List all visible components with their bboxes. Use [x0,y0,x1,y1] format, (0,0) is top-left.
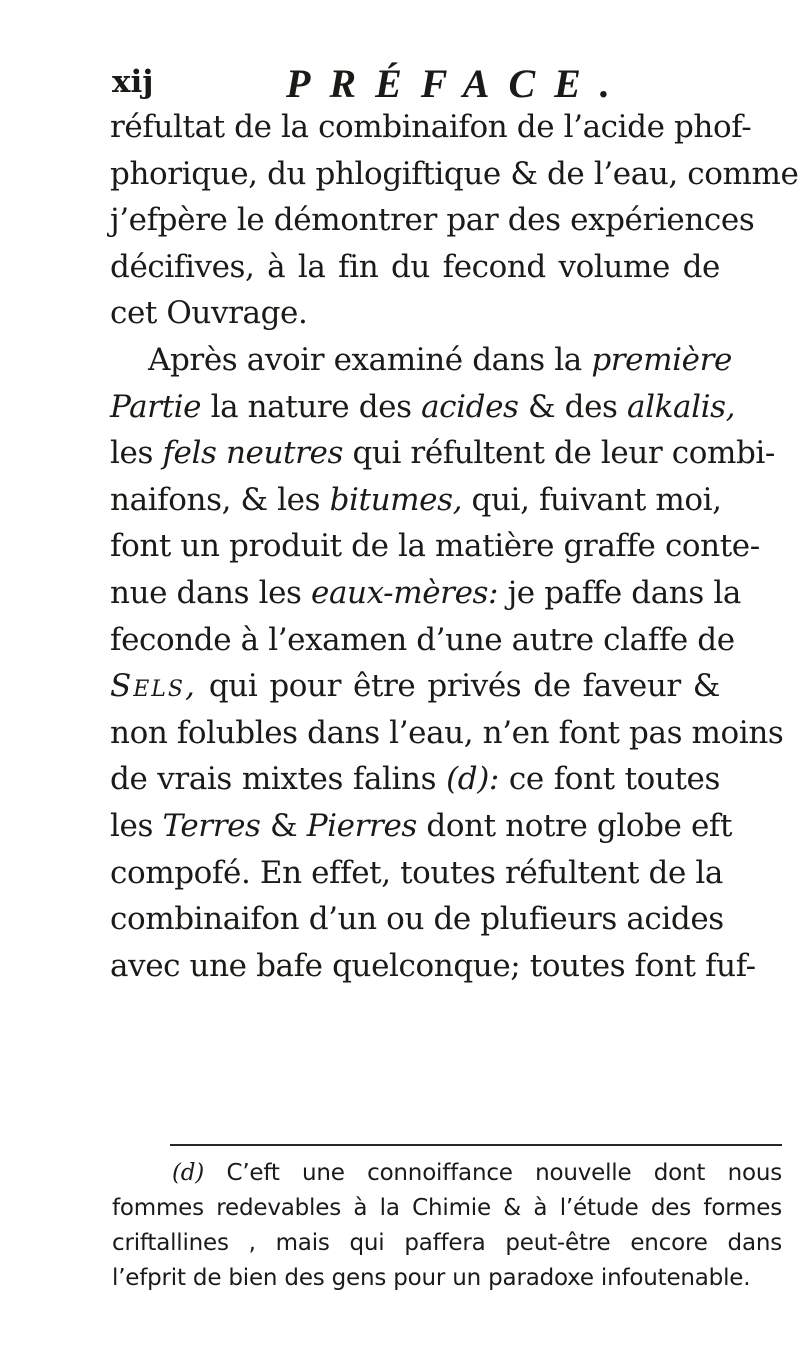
text-run: & des [528,388,618,425]
italic-run: eaux-mères: [311,574,499,611]
text-line [110,477,720,524]
text-run: de vrais mixtes falins [110,761,437,798]
footnote-line: fommes redevables à la Chimie & à l’étude des formes [112,1195,782,1221]
footnote-line: l’efprit de bien des gens pour un paradoxe infoutenable. [112,1265,751,1291]
text-run: les [110,807,153,844]
footnote-reference: (d): [446,761,499,798]
small-caps-run: Sels, [110,668,197,705]
text-run: & [270,807,298,844]
text-run: ce font toutes [508,761,720,798]
page-header [112,60,712,110]
text-run: nue dans les [110,574,302,611]
italic-run: Terres [162,807,261,844]
italic-run: alkalis, [627,388,736,425]
footnote-divider [170,1144,782,1146]
text-line [110,430,776,477]
text-line [110,384,736,431]
text-line: décifives, à la fin du fecond volume de [110,248,720,285]
text-line: réfultat de la combinaifon de l’acide phof- [110,109,752,145]
text-line: phorique, du phlogiftique & de l’eau, comme [110,155,799,192]
text-run: les [110,435,153,472]
text-line: cet Ouvrage. [110,295,308,332]
text-line: feconde à l’examen d’une autre claffe de [110,621,735,658]
main-text [110,104,799,989]
text-run: qui, fuivant moi, [471,481,722,518]
italic-run: Pierres [306,807,417,844]
text-run: Après avoir examiné dans la [148,341,582,378]
italic-run: première [591,341,732,378]
text-run: C’eft une connoiffance nouvelle dont nous [226,1160,782,1186]
text-line [110,570,741,617]
page-number: xij [112,64,154,100]
running-title: PRÉFACE. [286,61,629,106]
text-line: compofé. En effet, toutes réfultent de la [110,854,724,891]
italic-run: Partie [110,388,202,425]
text-run: qui réfultent de leur combi- [352,435,776,472]
italic-run: acides [421,388,519,425]
text-line: avec une bafe quelconque; toutes font fuf- [110,947,756,984]
footnote-line: criftallines , mais qui paffera peut-être encore dans [112,1230,782,1256]
italic-run: bitumes, [329,481,463,518]
italic-run: fels neutres [162,435,343,472]
footnote-marker: (d) [172,1160,205,1186]
text-run: naifons, & les [110,481,321,518]
text-line: non folubles dans l’eau, n’en font pas moins [110,714,784,751]
footnote-line [112,1156,782,1191]
text-line [110,663,720,710]
text-run: je paffe dans la [507,574,741,611]
text-line: combinaifon d’un ou de plufieurs acides [110,901,724,938]
text-line [110,803,733,850]
text-run: qui pour être privés de faveur & [208,668,720,705]
text-line [110,337,732,384]
text-line [110,756,720,803]
text-line: font un produit de la matière graffe conte- [110,528,760,565]
text-run: la nature des [210,388,412,425]
text-line: j’efpère le démontrer par des expériences [110,202,755,239]
footnote [112,1156,782,1296]
text-run: dont notre globe eft [426,807,733,844]
